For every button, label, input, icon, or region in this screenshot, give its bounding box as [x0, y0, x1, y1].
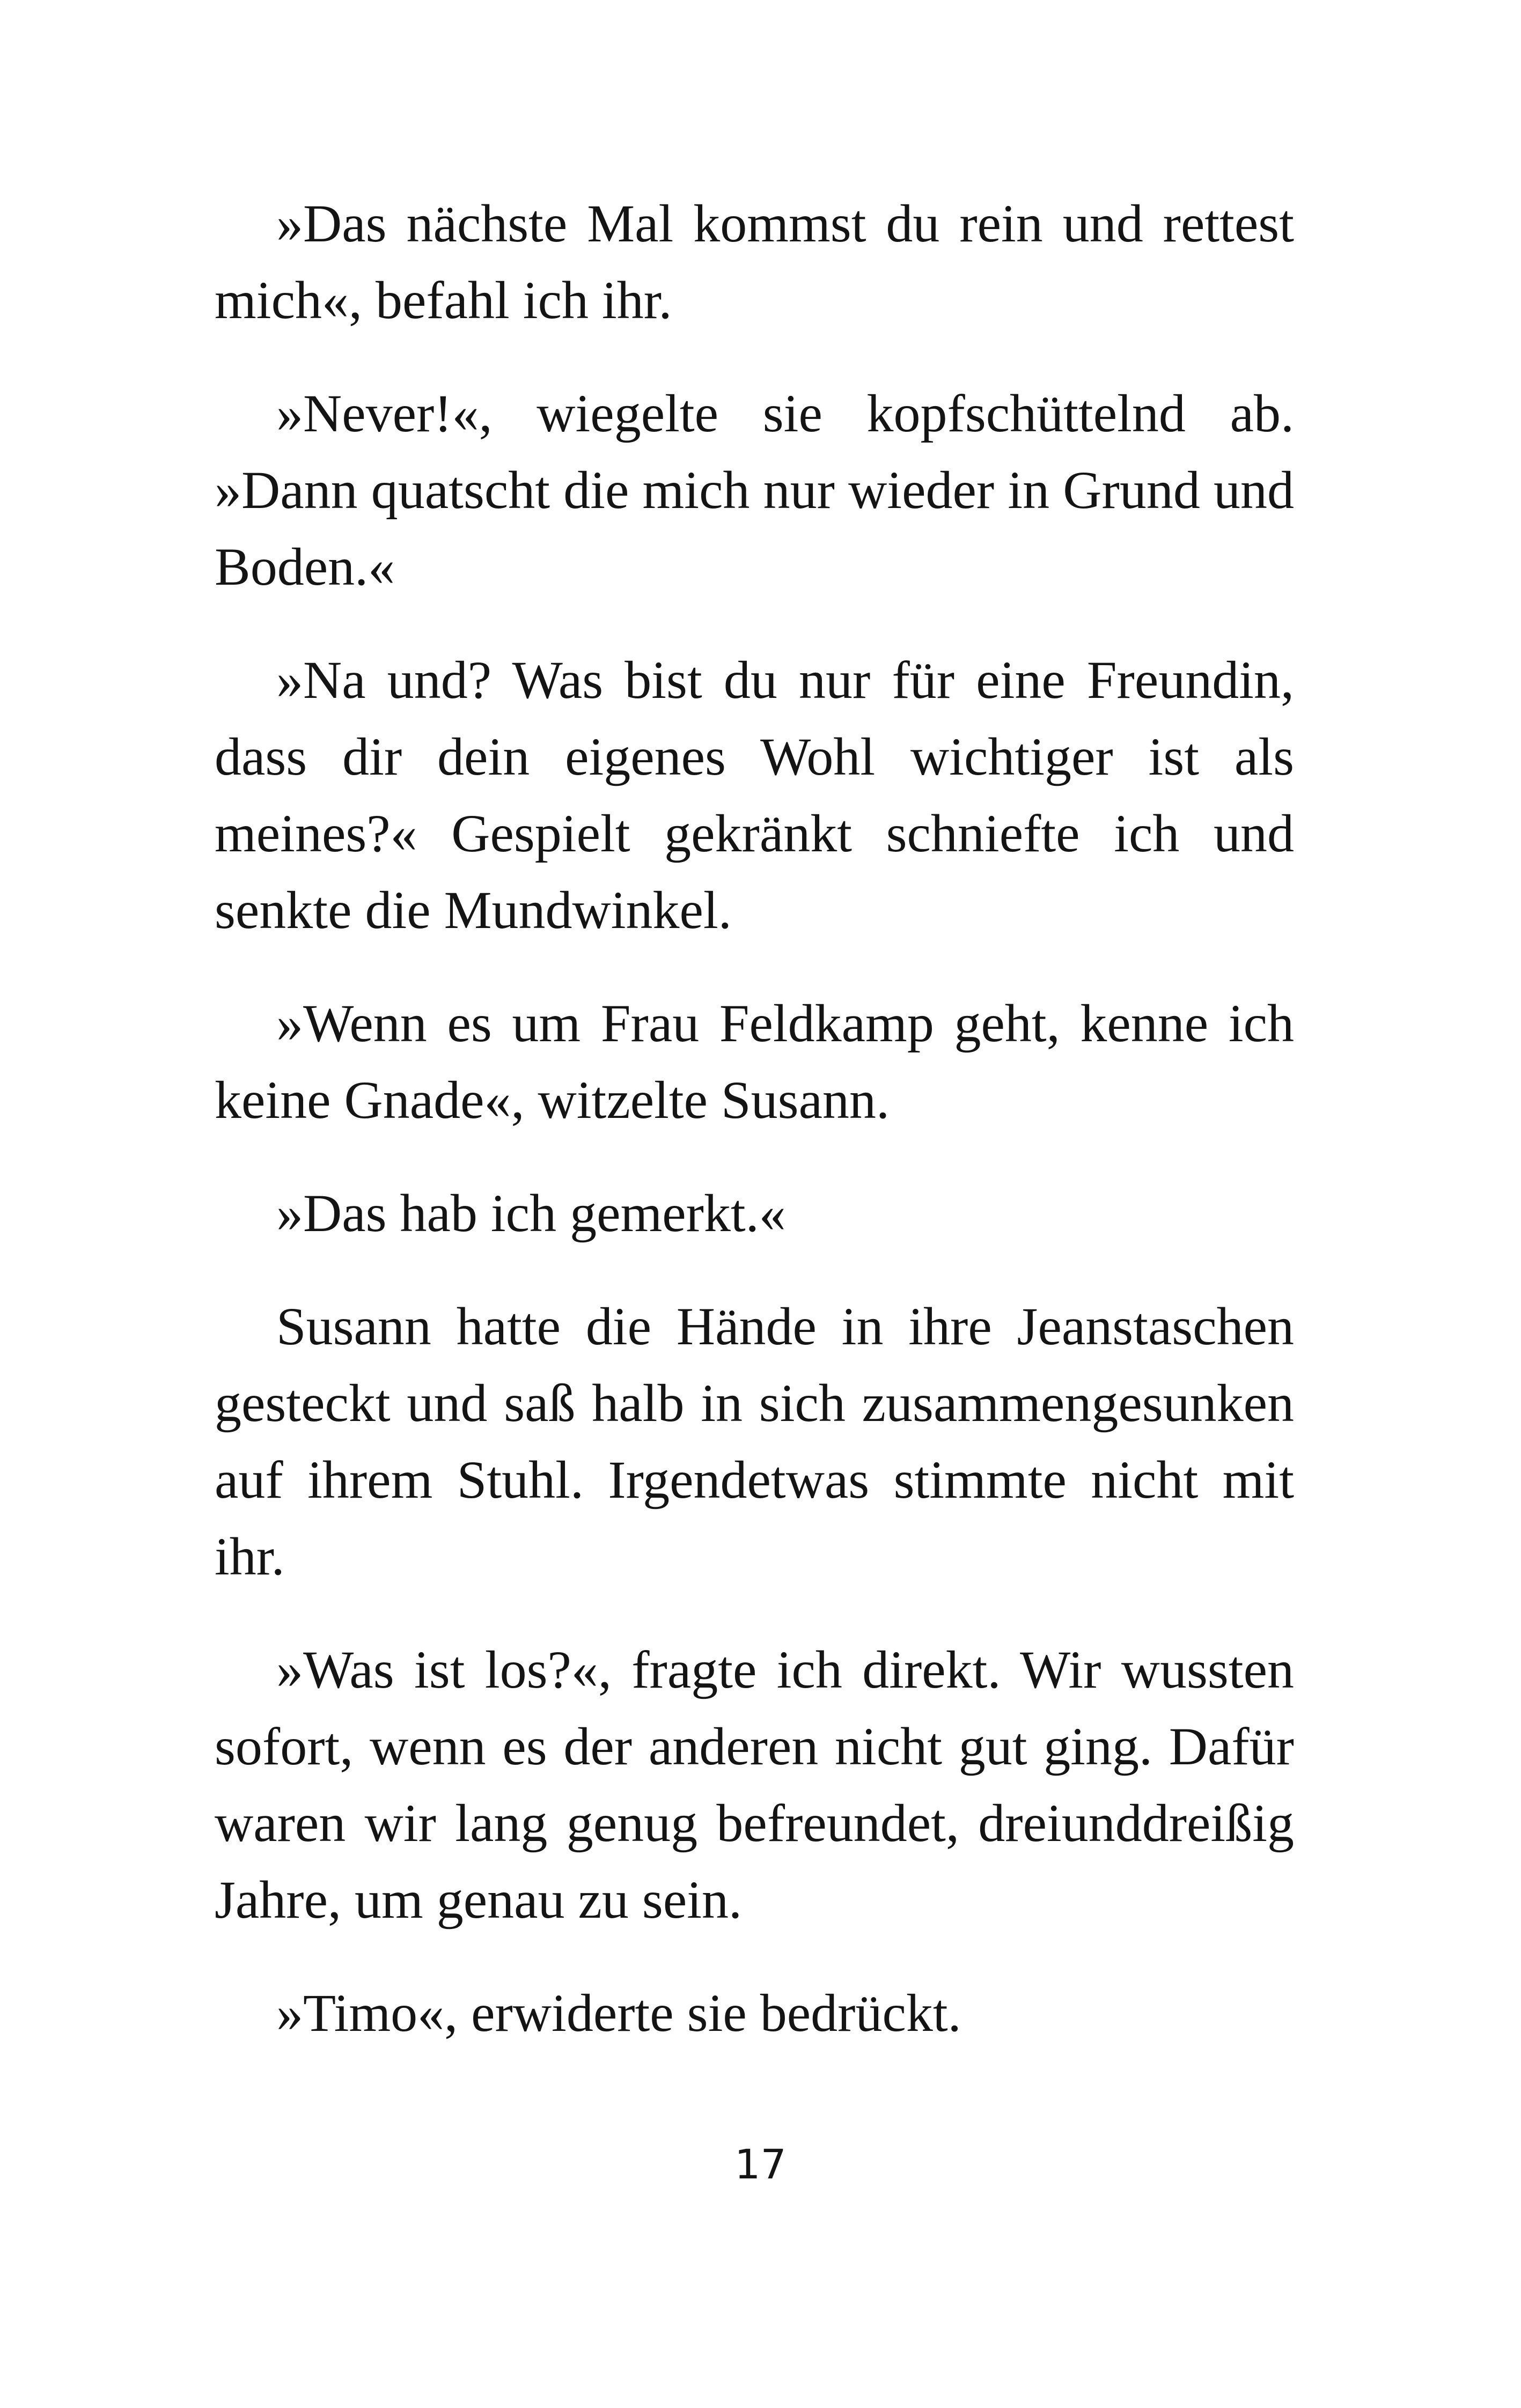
paragraph-4: »Wenn es um Frau Feldkamp geht, kenne ich keine Gnade«, witzelte Susann. — [215, 993, 1294, 1130]
body-text — [215, 185, 1294, 2088]
paragraph-6: Susann hatte die Hände in ihre Jeanstaschen gesteckt und saß halb in sich zusammengesunken auf ihrem Stuhl. Irgendetwas stimmte nicht mit ihr. — [215, 1297, 1294, 1586]
paragraph-7: »Was ist los?«, fragte ich direkt. Wir wussten sofort, wenn es der anderen nicht gut ging. Dafür waren wir lang genug befreundet, dreiunddreißig Jahre, um genau zu sein. — [215, 1640, 1294, 1930]
paragraph-1: »Das nächste Mal kommst du rein und rettest mich«, befahl ich ihr. — [215, 194, 1294, 330]
paragraph-5: »Das hab ich gemerkt.« — [276, 1183, 786, 1243]
paragraph-8: »Timo«, erwiderte sie bedrückt. — [276, 1983, 961, 2043]
paragraph-2: »Never!«, wiegelte sie kopfschüttelnd ab. »Dann quatscht die mich nur wieder in Grund und Boden.« — [215, 384, 1294, 597]
paragraph-3: »Na und? Was bist du nur für eine Freundin, dass dir dein eigenes Wohl wichtiger ist als meines?« Gespielt gekränkt schniefte ich und senkte die Mundwinkel. — [215, 650, 1294, 940]
page-number: 17 — [734, 2140, 787, 2188]
